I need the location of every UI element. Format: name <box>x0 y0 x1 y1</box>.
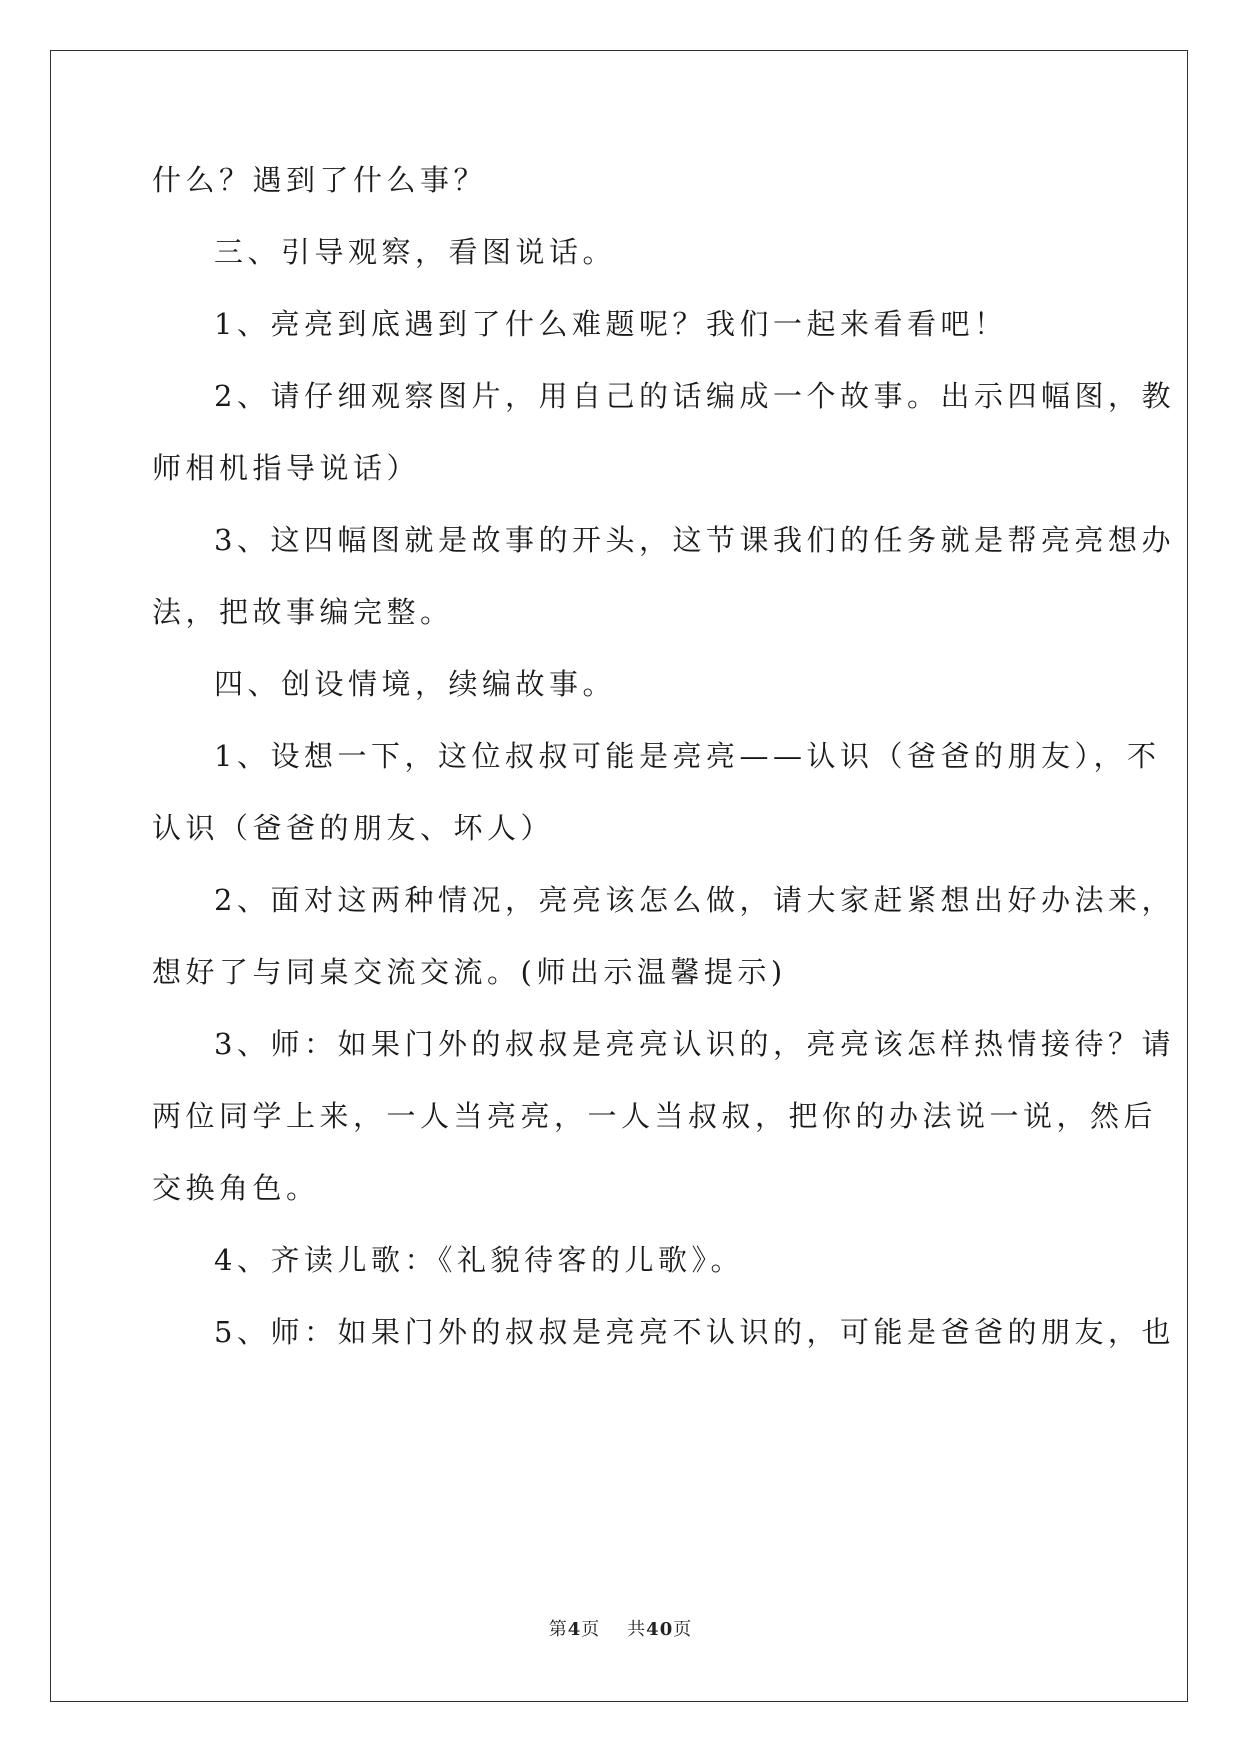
paragraph-line: 3、师：如果门外的叔叔是亮亮认识的，亮亮该怎样热情接待？请 <box>214 1027 1175 1061</box>
paragraph-line: 4、齐读儿歌：《礼貌待客的儿歌》。 <box>214 1243 744 1277</box>
section-heading: 四、创设情境，续编故事。 <box>214 667 617 701</box>
paragraph-line: 交换角色。 <box>152 1171 320 1205</box>
total-label-prefix: 共 <box>627 1619 647 1640</box>
total-label-suffix: 页 <box>673 1619 693 1640</box>
paragraph-line: 什么？遇到了什么事？ <box>152 163 488 197</box>
section-heading: 三、引导观察，看图说话。 <box>214 235 617 269</box>
paragraph-line: 1、亮亮到底遇到了什么难题呢？我们一起来看看吧！ <box>214 307 1008 341</box>
page-border <box>50 50 1188 1702</box>
paragraph-line: 2、请仔细观察图片，用自己的话编成一个故事。出示四幅图，教 <box>214 379 1175 413</box>
current-page-number: 4 <box>567 1619 582 1640</box>
page-label-prefix: 第 <box>548 1619 568 1640</box>
page-footer <box>0 1615 1241 1641</box>
paragraph-line: 想好了与同桌交流交流。(师出示温馨提示) <box>152 955 787 989</box>
page-label-suffix: 页 <box>581 1619 601 1640</box>
paragraph-line: 法，把故事编完整。 <box>152 595 454 629</box>
paragraph-line: 两位同学上来，一人当亮亮，一人当叔叔，把你的办法说一说，然后 <box>152 1099 1158 1133</box>
total-pages-number: 40 <box>646 1619 674 1640</box>
paragraph-line: 1、设想一下，这位叔叔可能是亮亮——认识（爸爸的朋友），不 <box>214 739 1161 773</box>
paragraph-line: 2、面对这两种情况，亮亮该怎么做，请大家赶紧想出好办法来， <box>214 883 1175 917</box>
paragraph-line: 3、这四幅图就是故事的开头，这节课我们的任务就是帮亮亮想办 <box>214 523 1175 557</box>
paragraph-line: 师相机指导说话） <box>152 451 421 485</box>
paragraph-line: 认识（爸爸的朋友、坏人） <box>152 811 555 845</box>
paragraph-line: 5、师：如果门外的叔叔是亮亮不认识的，可能是爸爸的朋友，也 <box>214 1315 1175 1349</box>
